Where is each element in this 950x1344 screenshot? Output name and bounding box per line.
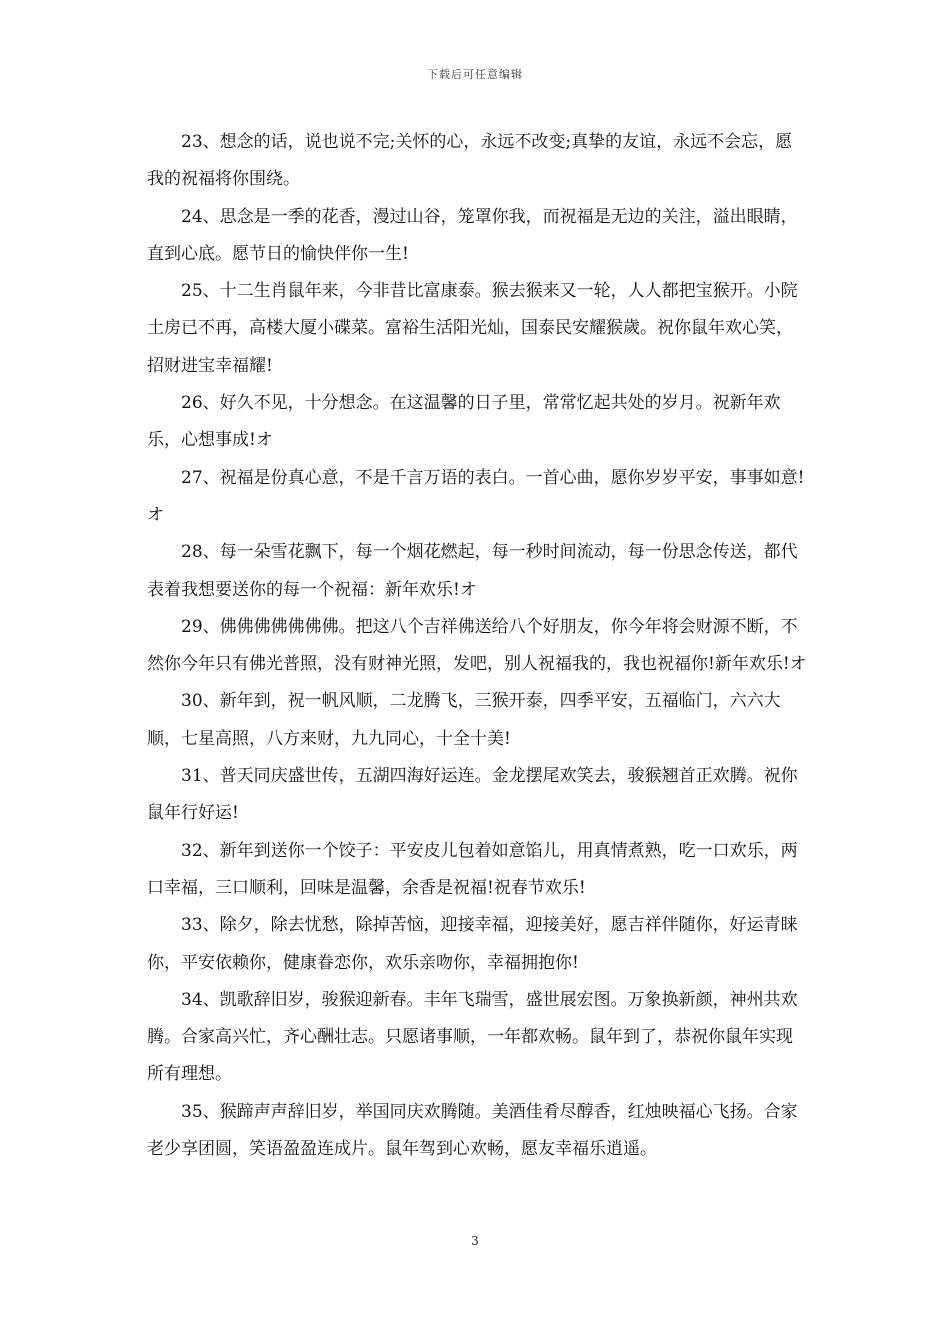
document-body [147,124,807,1168]
page-number: 3 [471,1234,479,1248]
paragraph: 27、祝福是份真心意，不是千言万语的表白。一首心曲，愿你岁岁平安，事事如意!オ [147,467,805,525]
paragraph: 25、十二生肖鼠年来，今非昔比富康泰。猴去猴来又一轮，人人都把宝猴开。小院土房已不再，高楼大厦小碟菜。富裕生活阳光灿，国泰民安耀猴歲。祝你鼠年欢心笑，招财进宝幸福耀! [147,281,798,376]
paragraph: 30、新年到，祝一帆风顺，二龙腾飞，三猴开泰，四季平安，五福临门，六六大顺，七星高照，八方来财，九九同心，十全十美! [147,691,781,749]
paragraph: 31、普天同庆盛世传，五湖四海好运连。金龙摆尾欢笑去，骏猴翘首正欢腾。祝你鼠年行好运! [147,766,798,824]
paragraph: 24、思念是一季的花香，漫过山谷，笼罩你我，而祝福是无边的关注，溢出眼睛，直到心底。愿节日的愉快伴你一生! [147,206,798,264]
paragraph: 33、除夕，除去忧愁，除掉苦恼，迎接幸福，迎接美好，愿吉祥伴随你，好运青睐你，平安依赖你，健康眷恋你，欢乐亲吻你，幸福拥抱你! [147,915,798,973]
paragraph: 26、好久不见，十分想念。在这温馨的日子里，常常忆起共处的岁月。祝新年欢乐，心想事成!オ [147,393,781,451]
paragraph: 23、想念的话，说也说不完;关怀的心，永远不改变;真挚的友谊，永远不会忘，愿我的祝福将你围绕。 [147,132,793,190]
paragraph: 29、佛佛佛佛佛佛佛。把这八个吉祥佛送给八个好朋友，你今年将会财源不断，不然你今年只有佛光普照，没有财神光照，发吧，别人祝福我的，我也祝福你!新年欢乐!オ [147,616,807,675]
page-header: 下载后可任意编辑 [427,68,523,81]
paragraph: 34、凯歌辞旧岁，骏猴迎新春。丰年飞瑞雪，盛世展宏图。万象换新颜，神州共欢腾。合家高兴忙，齐心酬壮志。只愿诸事顺，一年都欢畅。鼠年到了，恭祝你鼠年实现所有理想。 [147,989,798,1085]
paragraph: 32、新年到送你一个饺子：平安皮儿包着如意馅儿，用真情煮熟，吃一口欢乐，两口幸福，三口顺利，回味是温馨，余香是祝福!祝春节欢乐! [147,840,798,898]
paragraph: 28、每一朵雪花飘下，每一个烟花燃起，每一秒时间流动，每一份思念传送，都代表着我想要送你的每一个祝福：新年欢乐!オ [147,542,798,600]
paragraph: 35、猴蹄声声辞旧岁，举国同庆欢腾随。美酒佳肴尽醇香，红烛映福心飞扬。合家老少享团圆，笑语盈盈连成片。鼠年驾到心欢畅，愿友幸福乐逍遥。 [147,1101,798,1160]
